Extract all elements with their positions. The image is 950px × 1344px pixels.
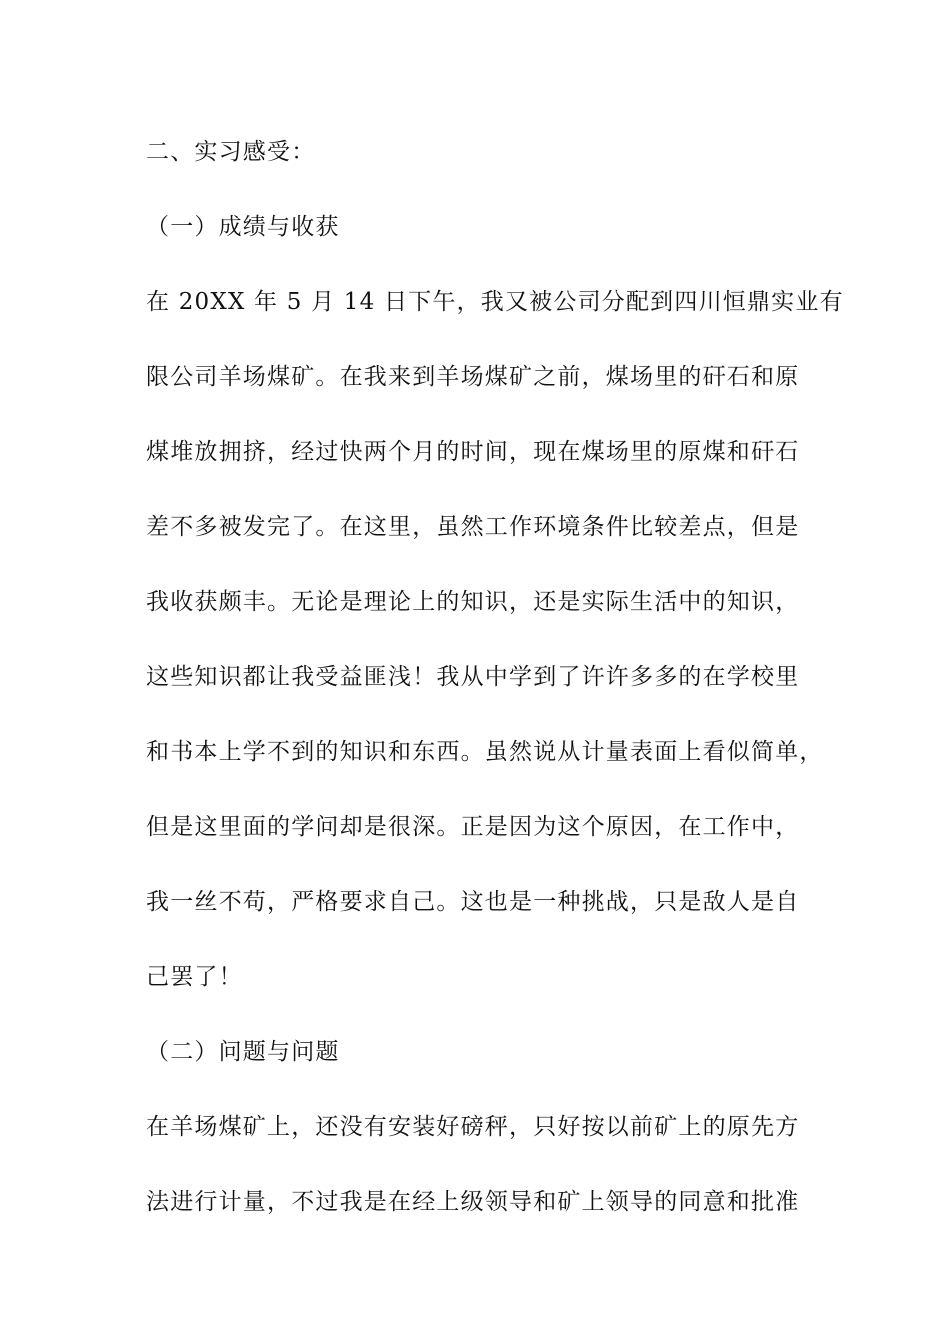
- body-line: 我收获颇丰。无论是理论上的知识，还是实际生活中的知识，: [146, 589, 800, 615]
- section-heading: 二、实习感受：: [146, 139, 316, 165]
- body-line: 这些知识都让我受益匪浅！我从中学到了许许多多的在学校里: [146, 664, 800, 690]
- body-line: 我一丝不苟，严格要求自己。这也是一种挑战，只是敌人是自: [146, 889, 800, 915]
- body-line: 己罢了！: [146, 964, 243, 990]
- subsection-heading: （一）成绩与收获: [146, 214, 340, 240]
- body-line: 法进行计量，不过我是在经上级领导和矿上领导的同意和批准: [146, 1189, 800, 1215]
- body-line: 差不多被发完了。在这里，虽然工作环境条件比较差点，但是: [146, 514, 800, 540]
- subsection-heading: （二）问题与问题: [146, 1039, 340, 1065]
- body-line: 在 20XX 年 5 月 14 日下午，我又被公司分配到四川恒鼎实业有: [146, 289, 844, 315]
- body-line: 在羊场煤矿上，还没有安装好磅秤，只好按以前矿上的原先方: [146, 1114, 800, 1140]
- body-line: 限公司羊场煤矿。在我来到羊场煤矿之前，煤场里的矸石和原: [146, 364, 800, 390]
- body-line: 但是这里面的学问却是很深。正是因为这个原因，在工作中，: [146, 814, 800, 840]
- body-line: 煤堆放拥挤，经过快两个月的时间，现在煤场里的原煤和矸石: [146, 439, 800, 465]
- body-line: 和书本上学不到的知识和东西。虽然说从计量表面上看似简单，: [146, 739, 824, 765]
